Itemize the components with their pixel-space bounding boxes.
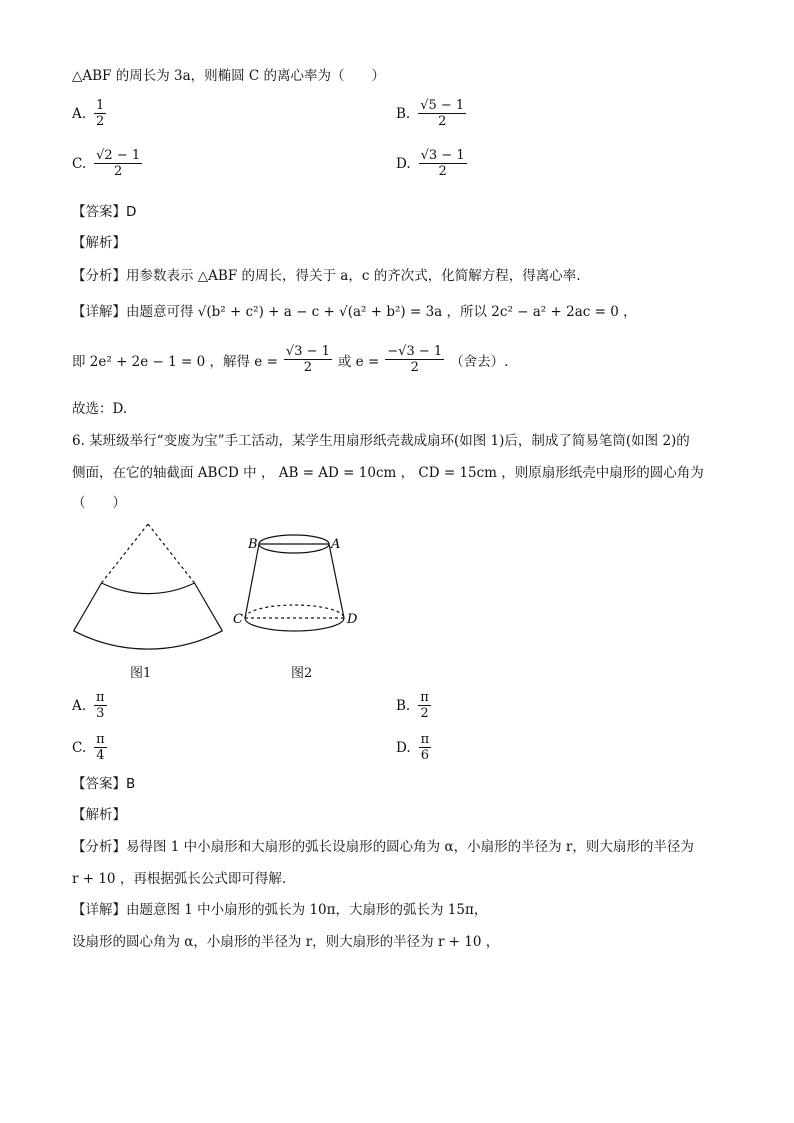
fraction-denominator: 2 [438, 114, 447, 129]
option-fraction [94, 690, 107, 721]
root2-fraction [385, 344, 444, 375]
fraction-denominator: 3 [96, 706, 105, 721]
sector-dashed-left [102, 524, 149, 583]
q5-analysis-label: 【解析】 [72, 235, 126, 251]
option-fraction [419, 148, 467, 179]
bottom-ellipse-front [245, 618, 344, 631]
right-slant [329, 544, 344, 618]
fraction-numerator: π [96, 690, 105, 705]
option-letter: A. [72, 105, 87, 122]
label-a: A [331, 537, 341, 552]
option-letter: A. [72, 697, 87, 714]
fraction-denominator: 2 [438, 164, 447, 179]
option-fraction [419, 732, 432, 763]
left-slant [245, 544, 259, 618]
option-letter: B. [396, 697, 411, 714]
q6-analysis-label: 【解析】 [72, 807, 126, 823]
fraction-numerator: 1 [96, 98, 105, 113]
fraction-denominator: 2 [113, 164, 123, 179]
bottom-ellipse-back [245, 605, 344, 618]
figure-2-caption: 图2 [291, 666, 313, 681]
option-letter: C. [72, 155, 87, 172]
label-d: D [347, 612, 358, 627]
q6-answer: 【答案】B [72, 776, 136, 792]
q6-fenxi-line1: 【分析】易得图 1 中小扇形和大扇形的弧长设扇形的圆心角为 α，小扇形的半径为 r，则大扇形的半径为 [72, 839, 694, 855]
q5-stem: △ABF 的周长为 3a，则椭圆 C 的离心率为（ ） [72, 68, 386, 84]
figure-1-sector-ring [68, 520, 228, 650]
fraction-numerator: π [420, 732, 430, 747]
q6-option-a[interactable] [72, 690, 107, 721]
q6-stem-line1: 6. 某班级举行“变废为宝”手工活动，某学生用扇形纸壳裁成扇环(如图 1)后，制成了简易笔筒(如图 2)的 [72, 433, 690, 449]
option-letter: C. [72, 739, 87, 756]
fraction-denominator: 2 [420, 706, 429, 721]
option-fraction [94, 98, 106, 129]
discard-note: （舍去）. [450, 353, 509, 370]
option-fraction [94, 732, 107, 763]
q6-xiangjie-line2: 设扇形的圆心角为 α，小扇形的半径为 r，则大扇形的半径为 r + 10 ， [72, 934, 500, 950]
fraction-denominator: 4 [96, 748, 105, 763]
q6-stem-line3: （ ） [72, 495, 126, 511]
fraction-denominator: 6 [420, 748, 430, 763]
q6-fenxi-line2: r + 10 ，再根据弧长公式即可得解. [72, 871, 287, 887]
fraction-denominator: 2 [303, 360, 313, 375]
q5-xiangjie: 【详解】由题意可得 √(b² + c²) + a − c + √(a² + b²) = 3a ，所以 2c² − a² + 2ac = 0 ， [72, 304, 637, 320]
fraction-numerator: √3 − 1 [420, 148, 465, 163]
fraction-numerator: π [96, 732, 105, 747]
sector-ring-outline [74, 583, 223, 649]
fraction-denominator: 2 [96, 114, 105, 129]
fraction-numerator: √5 − 1 [420, 98, 465, 113]
option-fraction [418, 98, 466, 129]
figure-1-caption: 图1 [130, 666, 152, 681]
q5-option-a[interactable] [72, 98, 106, 129]
q5-answer: 【答案】D [72, 204, 137, 220]
fraction-numerator: √3 − 1 [285, 344, 330, 359]
q6-stem-line2: 侧面，在它的轴截面 ABCD 中 ， AB = AD = 10cm ， CD = 15cm ，则原扇形纸壳中扇形的圆心角为 [72, 465, 704, 481]
q5-solution-line [72, 344, 508, 375]
q5-choice: 故选：D. [72, 401, 128, 417]
label-b: B [248, 537, 258, 552]
q5-fenxi: 【分析】用参数表示 △ABF 的周长，得关于 a，c 的齐次式，化简解方程，得离心率. [72, 268, 581, 284]
fraction-numerator: −√3 − 1 [387, 344, 443, 359]
fraction-numerator: π [420, 690, 429, 705]
figure-2-pen-holder [233, 532, 378, 642]
q5-option-d[interactable] [396, 148, 467, 179]
option-fraction [94, 148, 142, 179]
q6-option-c[interactable] [72, 732, 107, 763]
q6-option-d[interactable] [396, 732, 431, 763]
q6-xiangjie-line1: 【详解】由题意图 1 中小扇形的弧长为 10π，大扇形的弧长为 15π， [72, 902, 488, 918]
root1-fraction [284, 344, 332, 375]
q6-option-b[interactable] [396, 690, 431, 721]
sector-dashed-right [148, 524, 195, 583]
label-c: C [233, 612, 243, 627]
q5-option-c[interactable] [72, 148, 142, 179]
option-letter: D. [396, 155, 411, 172]
solution-prefix: 即 2e² + 2e − 1 = 0 ，解得 e = [72, 353, 278, 370]
option-letter: D. [396, 739, 411, 756]
fraction-numerator: √2 − 1 [96, 148, 141, 163]
option-fraction [418, 690, 431, 721]
q5-option-b[interactable] [396, 98, 466, 129]
fraction-denominator: 2 [410, 360, 419, 375]
option-letter: B. [396, 105, 411, 122]
or-text: 或 e = [337, 353, 380, 370]
